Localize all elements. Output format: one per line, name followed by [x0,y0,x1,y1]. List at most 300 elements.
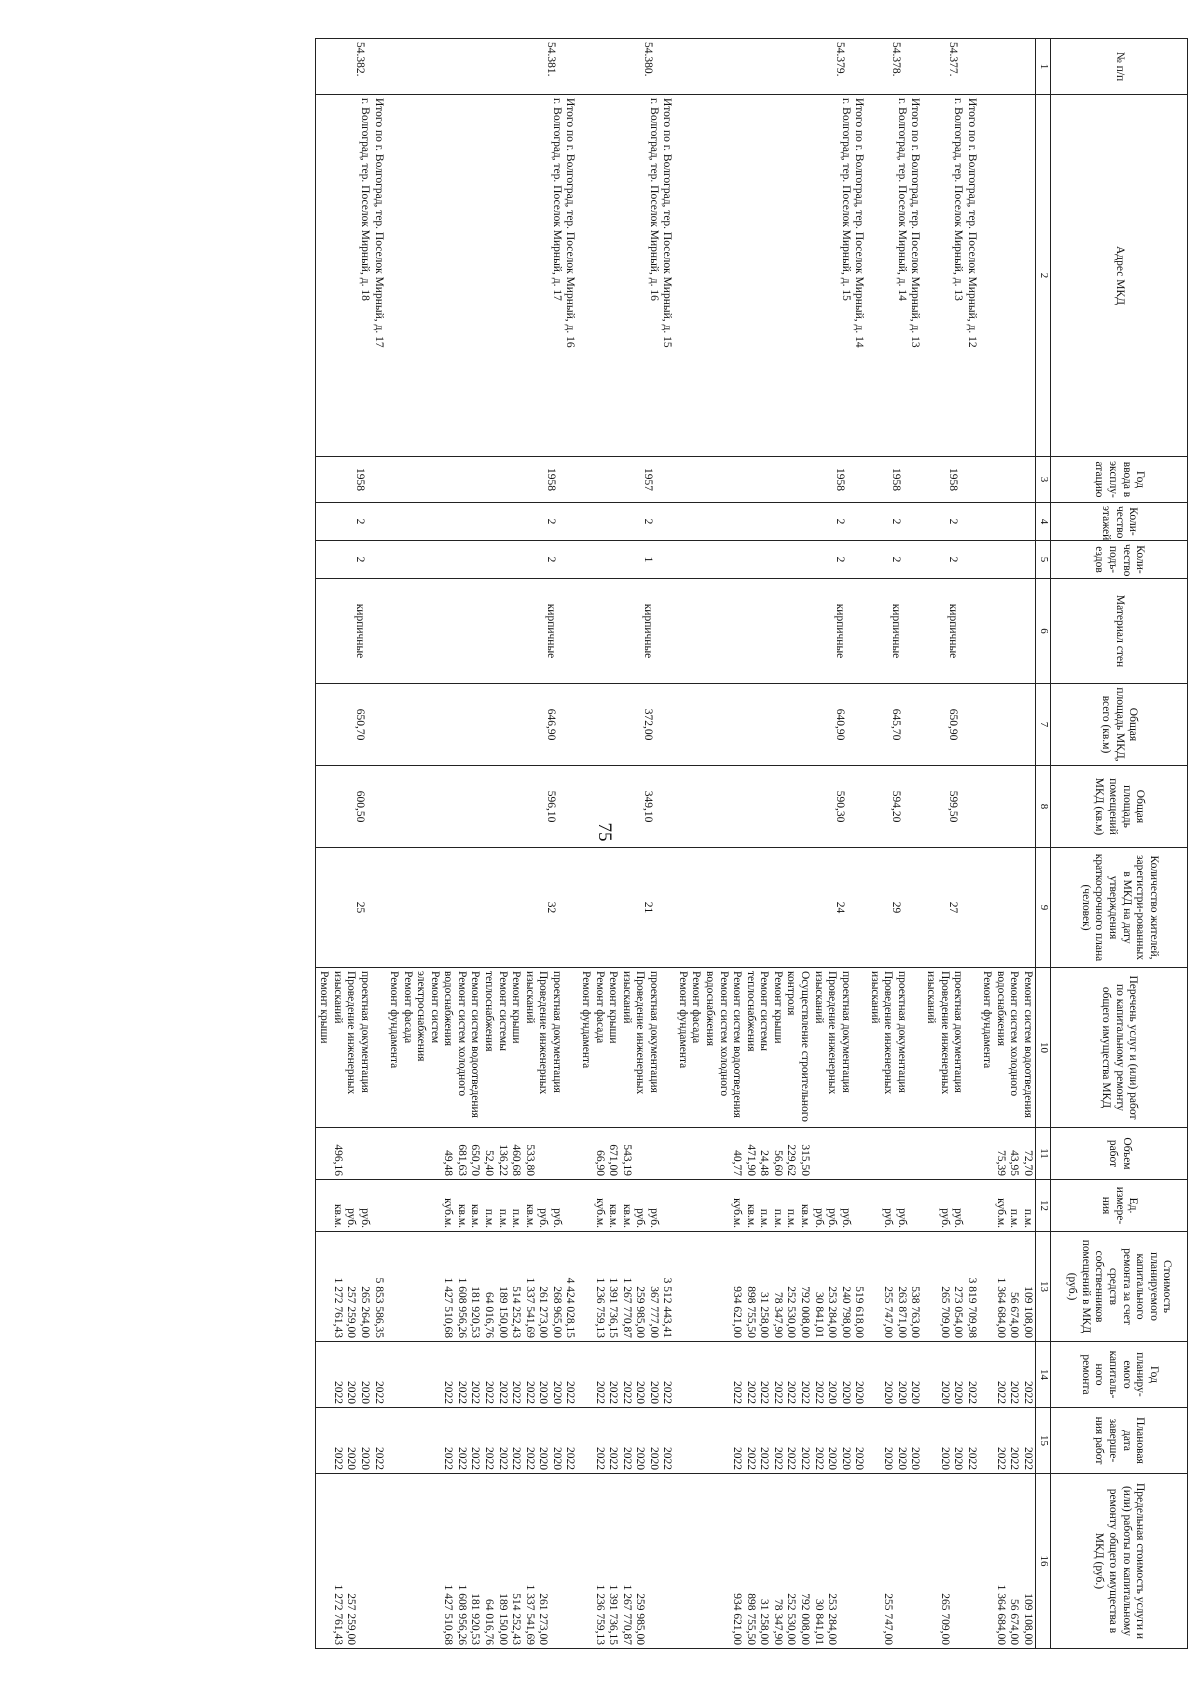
volume-value: 315,50 [799,1144,811,1176]
volume-value: 496,16 [331,1144,344,1176]
limit-cost-value: 1 272 761,43 [331,1584,344,1645]
unit-value: руб. [345,1208,358,1228]
field-mat: кирпичные [315,579,385,684]
cost-value: 56 674,00 [1008,1292,1021,1338]
end-date: 2022 [469,1447,482,1470]
repair-year: 2022 [510,1381,523,1404]
limit-cost-value: 1 267 770,87 [620,1584,633,1645]
table-row [386,39,578,1649]
end-date: 2020 [826,1447,839,1470]
address-line: г. Волгоград, тер. Поселок Мирный, д. 18 [359,98,371,301]
end-date: 2020 [882,1447,895,1470]
unit-value: кв.м. [607,1203,620,1228]
volume-value [549,1131,563,1176]
end-date: 2022 [965,1447,978,1470]
unit-value: п.м. [771,1208,784,1228]
limit-cost-value: 56 674,00 [1008,1599,1021,1645]
cost-value: 1 364 684,00 [994,1277,1007,1338]
works-cell [979,968,1036,1128]
end-date: 2020 [634,1447,647,1470]
volume-value: 533,80 [523,1144,536,1176]
end-date-cell [315,1408,385,1474]
repair-year: 2020 [882,1381,895,1404]
column-header-16: Предельная стоимость услуги и (или) работы по капитальному ремонту общего имущества в МКД (руб.) [1051,1474,1188,1649]
volume-value [536,1131,550,1176]
column-header-1: № п/п [1051,39,1188,95]
limit-cost-value: 31 258,00 [758,1599,771,1645]
repair-year: 2022 [1022,1381,1034,1404]
field-floors [979,503,1036,541]
page-number: 75 [594,822,615,842]
work-item: проектная документация [895,971,908,1093]
address-cell [866,95,922,457]
unit-value: куб.м. [593,1198,606,1228]
table-row [923,39,979,1649]
end-date-cell [866,1408,922,1474]
field-area: 640,90 [674,684,866,766]
limit-cost-value: 934 621,00 [731,1593,744,1645]
cost-value: 265 709,00 [938,1286,951,1338]
unit-value: кв.м. [469,1203,482,1228]
limit-cost-value: 1 608 956,26 [455,1584,468,1645]
unit-value: кв.м. [523,1203,536,1228]
column-number: 13 [1036,1232,1051,1342]
table-body [315,39,1035,1649]
address-total-cost: 5 853 586,35 [372,1277,385,1338]
volume-value [646,1131,660,1176]
work-item: Ремонт крыши [510,971,523,1044]
cost-value: 1 391 736,15 [607,1277,620,1338]
field-people [979,848,1036,968]
field-area: 645,70 [866,684,922,766]
volume-cell [386,1128,578,1180]
volume-value: 66,90 [593,1150,606,1176]
unit-value: п.м. [510,1208,523,1228]
year-cell [866,1342,922,1408]
limit-cost-value [838,1477,852,1645]
cost-value: 367 777,00 [647,1286,660,1338]
end-date: 2022 [812,1447,825,1470]
volume-value: 43,95 [1008,1150,1021,1176]
column-header-3: Год ввода в эксплу-атацию [1051,457,1188,503]
address-line: г. Волгоград, тер. Поселок Мирный, д. 16 [647,98,660,301]
cost-value: 1 267 770,87 [620,1277,633,1338]
work-item: Осуществление строительного контроля [785,971,811,1122]
volume-value: 72,70 [1022,1150,1034,1176]
field-entr: 2 [674,541,866,579]
end-date: 2022 [661,1447,674,1470]
limit-cost-value: 181 920,53 [469,1593,482,1645]
field-area2 [979,766,1036,848]
end-date: 2022 [799,1447,811,1470]
unit-cell [315,1180,385,1232]
end-date: 2020 [952,1447,965,1470]
cost-value: 268 965,00 [550,1286,563,1338]
field-year: 1958 [315,457,385,503]
unit-value: куб.м. [442,1198,455,1228]
field-year [979,457,1036,503]
column-number: 14 [1036,1342,1051,1408]
repair-year: 2022 [731,1381,744,1404]
unit-value: кв.м. [744,1203,757,1228]
repair-year: 2020 [895,1381,908,1404]
unit-value: кв.м. [455,1203,468,1228]
field-floors: 2 [386,503,578,541]
limit-cost-value: 1 427 510,68 [442,1584,455,1645]
unit-value: куб.м. [731,1198,744,1228]
volume-value: 49,48 [442,1150,455,1176]
repair-year: 2022 [661,1381,674,1404]
work-item: проектная документация [550,971,563,1093]
work-item: Ремонт систем холодного водоснабжения [704,971,730,1097]
row-number: 54.377. [923,39,979,95]
unit-value: п.м. [1008,1208,1021,1228]
cost-value: 255 747,00 [882,1286,895,1338]
repair-year: 2020 [952,1381,965,1404]
table-row [979,39,1036,1649]
field-people: 29 [866,848,922,968]
cost-value: 792 008,00 [799,1286,811,1338]
repair-year: 2022 [469,1381,482,1404]
work-item: Проведение инженерных изысканий [868,971,895,1095]
work-item: Проведение инженерных изысканий [331,971,358,1095]
repair-year: 2022 [455,1381,468,1404]
field-area2: 596,10 [386,766,578,848]
address-total-cost: 3 819 709,98 [965,1277,978,1338]
address-cell [386,95,578,457]
work-item: Ремонт системы теплоснабжения [744,971,771,1052]
limit-cost-value: 30 841,01 [812,1599,825,1645]
repair-plan-table [315,38,1188,1649]
work-item: Ремонт систем водоотведения [1022,971,1034,1118]
works-cell [577,968,674,1128]
end-date: 2022 [994,1447,1007,1470]
row-number [979,39,1036,95]
limit-cost-value: 78 347,90 [771,1599,784,1645]
limit-cost-cell [923,1474,979,1649]
repair-year: 2022 [483,1381,496,1404]
work-item: Ремонт систем холодного водоснабжения [442,971,468,1097]
limit-cost-value [894,1477,908,1645]
column-number-row [1036,39,1051,1649]
end-date: 2022 [496,1447,509,1470]
repair-year: 2022 [785,1381,798,1404]
cost-value: 189 150,00 [496,1286,509,1338]
work-item: Ремонт фасада [593,971,606,1044]
unit-value: руб. [882,1208,895,1228]
end-date: 2020 [550,1447,563,1470]
repair-year: 2020 [938,1381,951,1404]
row-number: 54.381. [386,39,578,95]
repair-year: 2020 [634,1381,647,1404]
limit-cost-value: 109 108,00 [1022,1593,1034,1645]
cost-cell [866,1232,922,1342]
field-year: 1958 [923,457,979,503]
work-item: Ремонт систем электроснабжения [415,971,441,1062]
column-header-8: Общая площадь помещений МКД (кв.м) [1051,766,1188,848]
limit-cost-value: 1 364 684,00 [994,1584,1007,1645]
unit-value: кв.м. [620,1203,633,1228]
repair-year: 2020 [550,1381,563,1404]
repair-year: 2022 [771,1381,784,1404]
end-date: 2022 [1008,1447,1021,1470]
address-line: Итого по г. Волгоград, тер. Поселок Мирный, д. 17 [372,98,385,348]
end-date: 2020 [909,1447,922,1470]
unit-value: руб. [647,1208,660,1228]
end-date-cell [577,1408,674,1474]
end-date: 2020 [938,1447,951,1470]
volume-value [894,1131,908,1176]
address-total-cost: 3 512 443,41 [661,1277,674,1338]
volume-cell [923,1128,979,1180]
end-date: 2022 [620,1447,633,1470]
field-area: 650,90 [923,684,979,766]
unit-cell [386,1180,578,1232]
end-date: 2022 [372,1447,385,1470]
work-item: Ремонт систем водоотведения [731,971,744,1118]
volume-value: 56,60 [771,1150,784,1176]
volume-value: 136,22 [496,1144,509,1176]
field-floors: 2 [315,503,385,541]
address-cell [923,95,979,457]
column-number: 1 [1036,39,1051,95]
cost-value: 181 920,53 [469,1286,482,1338]
row-number: 54.380. [577,39,674,95]
work-item: Ремонт фундамента [981,971,994,1069]
volume-value: 471,90 [744,1144,757,1176]
field-floors: 2 [674,503,866,541]
works-cell [674,968,866,1128]
end-date: 2022 [593,1447,606,1470]
field-entr [979,541,1036,579]
repair-year: 2022 [994,1381,1007,1404]
address-line: г. Волгоград, тер. Поселок Мирный, д. 15 [839,98,852,301]
field-entr: 2 [923,541,979,579]
column-header-4: Коли-чество этажей [1051,503,1188,541]
work-item: проектная документация [839,971,852,1093]
unit-value: п.м. [758,1208,771,1228]
limit-cost-value: 259 985,00 [634,1593,647,1645]
repair-year: 2020 [345,1381,358,1404]
unit-cell [923,1180,979,1232]
work-item: Ремонт фасада [401,971,414,1044]
column-number: 11 [1036,1128,1051,1180]
end-date: 2022 [1022,1447,1034,1470]
repair-year: 2022 [593,1381,606,1404]
unit-value: руб. [537,1208,550,1228]
volume-cell [315,1128,385,1180]
field-mat: кирпичные [386,579,578,684]
repair-year: 2020 [909,1381,922,1404]
header-row [1051,39,1188,1649]
cost-value: 1 236 759,13 [593,1277,606,1338]
volume-value [825,1131,839,1176]
field-area2: 349,10 [577,766,674,848]
end-date-cell [979,1408,1036,1474]
unit-value: п.м. [483,1208,496,1228]
row-number: 54.379. [674,39,866,95]
volume-value [881,1131,895,1176]
column-header-2: Адрес МКД [1051,95,1188,457]
address-cell [979,95,1036,457]
end-date: 2022 [731,1447,744,1470]
cost-value: 253 284,00 [826,1286,839,1338]
volume-value [357,1131,371,1176]
field-entr: 2 [386,541,578,579]
limit-cost-cell [577,1474,674,1649]
repair-year: 2022 [1008,1381,1021,1404]
unit-cell [979,1180,1036,1232]
field-people: 25 [315,848,385,968]
cost-value: 109 108,00 [1022,1286,1034,1338]
field-area: 646,90 [386,684,578,766]
cost-value: 30 841,01 [812,1292,825,1338]
field-people: 27 [923,848,979,968]
cost-value: 934 621,00 [731,1286,744,1338]
repair-year: 2022 [965,1381,978,1404]
column-header-6: Материал стен [1051,579,1188,684]
end-date: 2022 [771,1447,784,1470]
year-cell [315,1342,385,1408]
field-area2: 600,50 [315,766,385,848]
end-date-cell [923,1408,979,1474]
end-date: 2020 [537,1447,550,1470]
work-item: Проведение инженерных изысканий [812,971,839,1095]
cost-cell [674,1232,866,1342]
year-cell [674,1342,866,1408]
cost-value: 898 755,50 [744,1286,757,1338]
column-header-13: Стоимость планируемого капитального ремонта за счет средств собственников помещений в МКД (руб.) [1051,1232,1188,1342]
address-line: г. Волгоград, тер. Поселок Мирный, д. 13 [952,98,965,301]
volume-value: 543,19 [620,1144,633,1176]
end-date: 2022 [564,1447,577,1470]
repair-year: 2020 [537,1381,550,1404]
end-date: 2022 [744,1447,757,1470]
unit-cell [577,1180,674,1232]
end-date-cell [674,1408,866,1474]
volume-value: 229,62 [785,1144,798,1176]
table-row [674,39,866,1649]
limit-cost-value: 257 259,00 [345,1593,358,1645]
work-item: Ремонт крыши [318,971,331,1044]
column-number: 15 [1036,1408,1051,1474]
limit-cost-cell [674,1474,866,1649]
volume-value: 671,00 [607,1144,620,1176]
end-date: 2020 [359,1447,371,1470]
unit-value: п.м. [496,1208,509,1228]
cost-value: 1 608 956,26 [455,1277,468,1338]
table-row [577,39,674,1649]
address-cell [577,95,674,457]
field-mat: кирпичные [674,579,866,684]
repair-year: 2022 [812,1381,825,1404]
limit-cost-value: 514 252,43 [510,1593,523,1645]
unit-value: руб. [812,1208,825,1228]
column-number: 6 [1036,579,1051,684]
volume-value [811,1131,825,1176]
cost-cell [979,1232,1036,1342]
column-number: 16 [1036,1474,1051,1649]
field-year: 1958 [674,457,866,503]
cost-value: 31 258,00 [758,1292,771,1338]
limit-cost-value: 265 709,00 [938,1593,951,1645]
limit-cost-cell [866,1474,922,1649]
table-row [315,39,385,1649]
unit-cell [866,1180,922,1232]
repair-year: 2020 [839,1381,852,1404]
field-area2: 590,30 [674,766,866,848]
row-number: 54.382. [315,39,385,95]
cost-value: 259 985,00 [634,1286,647,1338]
field-mat: кирпичные [577,579,674,684]
field-area2: 599,50 [923,766,979,848]
field-people: 32 [386,848,578,968]
cost-value: 265 264,00 [359,1286,371,1338]
limit-cost-cell [315,1474,385,1649]
year-cell [923,1342,979,1408]
limit-cost-value: 261 273,00 [537,1593,550,1645]
field-floors: 2 [923,503,979,541]
limit-cost-value [549,1477,563,1645]
limit-cost-value: 252 530,00 [785,1593,798,1645]
end-date: 2020 [853,1447,866,1470]
column-header-7: Общая площадь МКД, всего (кв.м) [1051,684,1188,766]
work-item: Ремонт системы теплоснабжения [483,971,509,1052]
repair-year: 2022 [758,1381,771,1404]
field-floors: 2 [577,503,674,541]
field-year: 1957 [577,457,674,503]
address-total-cost: 538 763,00 [909,1286,922,1338]
work-item: проектная документация [952,971,965,1093]
field-year: 1958 [386,457,578,503]
field-mat [979,579,1036,684]
work-item: Ремонт систем холодного водоснабжения [994,971,1021,1097]
limit-cost-value: 792 008,00 [799,1593,811,1645]
field-mat: кирпичные [923,579,979,684]
limit-cost-value: 1 236 759,13 [593,1584,606,1645]
column-number: 8 [1036,766,1051,848]
unit-value: руб. [895,1208,908,1228]
cost-value: 263 871,00 [895,1286,908,1338]
year-cell [386,1342,578,1408]
work-item: Ремонт фундамента [580,971,592,1069]
end-date: 2022 [455,1447,468,1470]
field-area [979,684,1036,766]
limit-cost-value [646,1477,660,1645]
works-cell [386,968,578,1128]
address-line: Итого по г. Волгоград, тер. Поселок Мирный, д. 14 [853,98,866,348]
end-date: 2022 [442,1447,455,1470]
limit-cost-value: 253 284,00 [826,1593,839,1645]
volume-value: 681,63 [455,1144,468,1176]
unit-value: руб. [550,1208,563,1228]
volume-value: 52,40 [483,1150,496,1176]
work-item: Ремонт систем водоотведения [469,971,482,1118]
address-cell [315,95,385,457]
column-number: 5 [1036,541,1051,579]
repair-year: 2022 [607,1381,620,1404]
cost-value: 1 272 761,43 [331,1277,344,1338]
field-people: 24 [674,848,866,968]
unit-value: руб. [839,1208,852,1228]
address-line: Итого по г. Волгоград, тер. Поселок Мирный, д. 15 [661,98,674,348]
work-item: Ремонт фундамента [676,971,689,1069]
repair-year: 2022 [564,1381,577,1404]
end-date: 2022 [523,1447,536,1470]
limit-cost-value: 1 337 541,69 [523,1584,536,1645]
work-item: Ремонт фасада [690,971,703,1044]
end-date: 2022 [483,1447,496,1470]
